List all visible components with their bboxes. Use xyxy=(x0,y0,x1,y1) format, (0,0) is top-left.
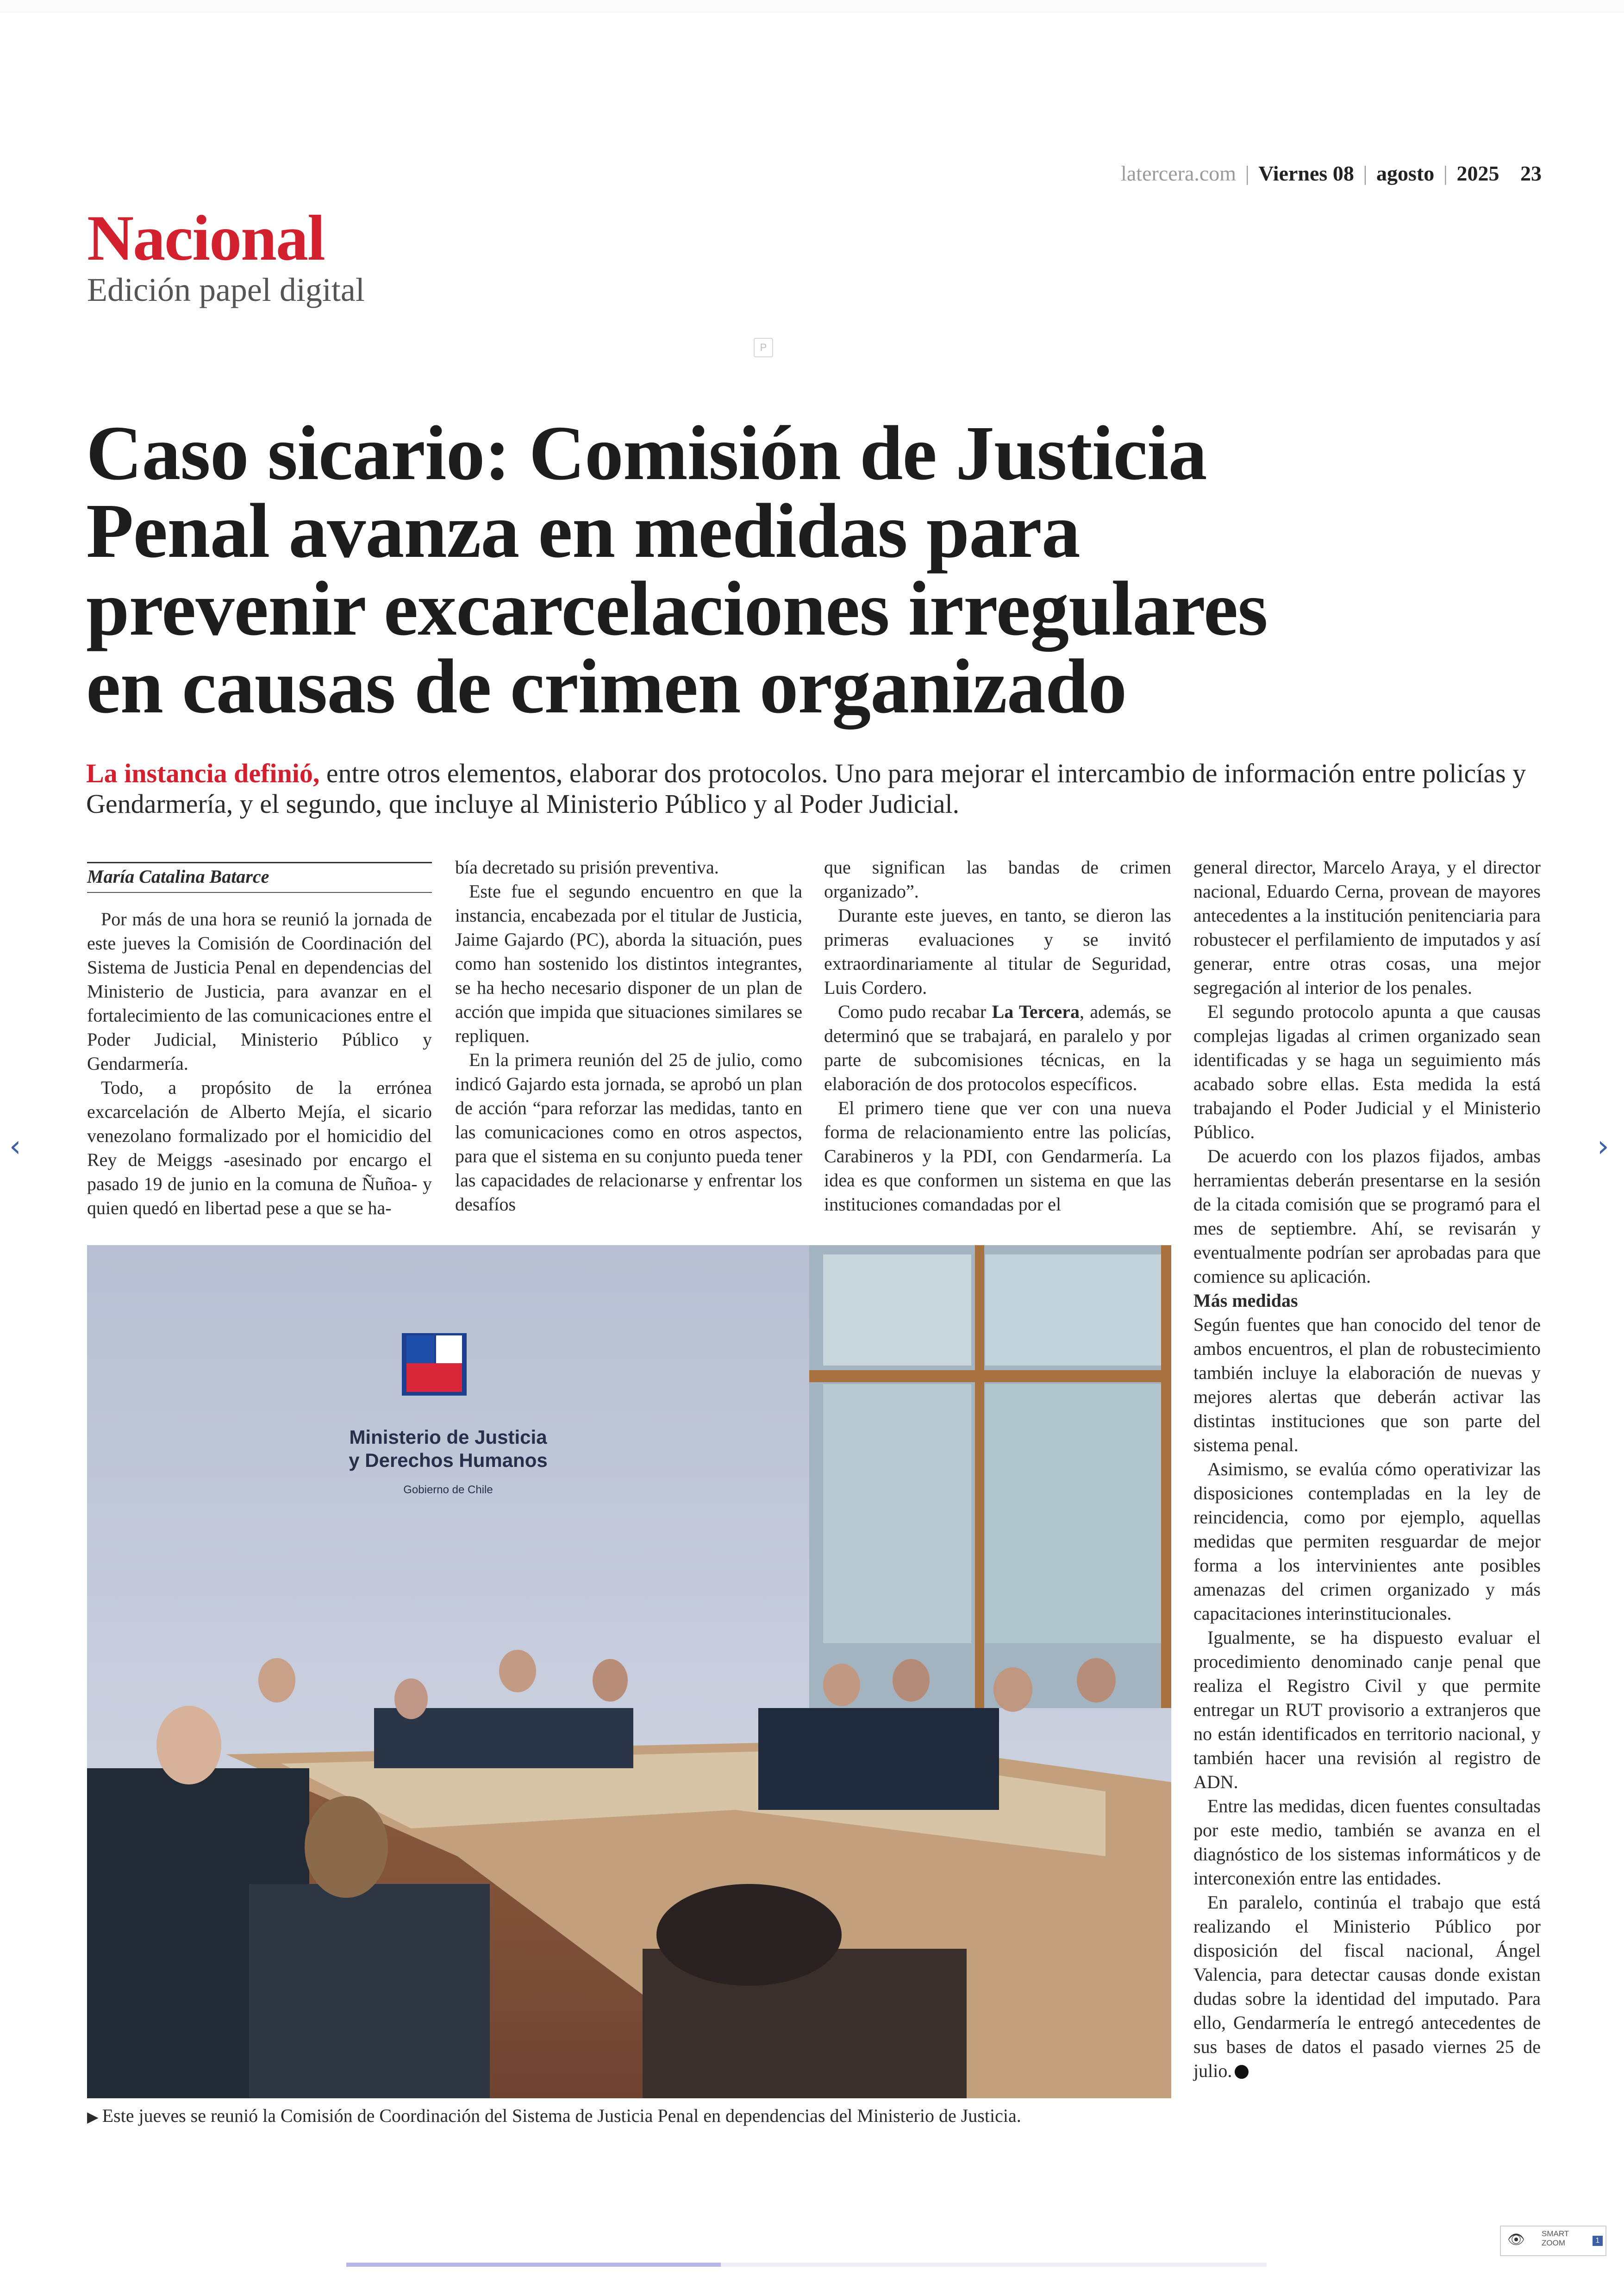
page-header-meta xyxy=(1121,161,1542,186)
meeting-photo-illustration xyxy=(87,1245,1171,2098)
reading-progress-fill xyxy=(346,2263,721,2267)
wall-subtitle: Gobierno de Chile xyxy=(403,1484,493,1496)
paragraph: El segundo protocolo apunta a que causas complejas ligadas al crimen organizado sean identificadas y se haga un seguimiento más acabado sobre ellas. Esta medida la está trabajando el Poder Judicial y el Ministerio Público. xyxy=(1193,1001,1541,1142)
paragraph: En la primera reunión del 25 de julio, como indicó Gajardo esta jornada, se aprobó un plan de acción “para reforzar las medidas, tanto en las comunicaciones como en otros aspectos, para que el sistema en su conjunto pueda tener las capacidades de relacionarse y enfrentar los desafíos xyxy=(455,1049,802,1215)
paragraph: bía decretado su prisión preventiva. xyxy=(455,857,719,878)
page-number: 23 xyxy=(1520,162,1542,185)
paragraph xyxy=(1193,1890,1541,2083)
wall-title-line: y Derechos Humanos xyxy=(349,1449,548,1471)
section-title: Nacional xyxy=(87,202,325,274)
caption-text: Este jueves se reunió la Comisión de Coordinación del Sistema de Justicia Penal en dependencias del Ministerio de Justicia. xyxy=(102,2105,1021,2126)
subheading: Más medidas xyxy=(1193,1290,1298,1311)
issue-year: 2025 xyxy=(1456,162,1499,185)
article-headline xyxy=(86,410,1503,730)
paragraph: Igualmente, se ha dispuesto evaluar el procedimiento denominado canje penal que realiza el Registro Civil y que permite entregar un RUT provisorio a extranjeros que no están identificados en territorio nacional, y también hacer una revisión al registro de ADN. xyxy=(1193,1627,1541,1792)
newspaper-name: La Tercera xyxy=(992,1001,1080,1022)
paragraph: Durante este jueves, en tanto, se dieron las primeras evaluaciones y se invitó extraordinariamente al titular de Seguridad, Luis Cordero. xyxy=(824,905,1171,998)
smart-zoom-button[interactable] xyxy=(1500,2226,1606,2256)
author-rule-top xyxy=(87,862,432,863)
headline-line: en causas de crimen organizado xyxy=(86,643,1127,730)
article-lead xyxy=(86,758,1558,819)
paragraph: Asimismo, se evalúa cómo operativizar las disposiciones contempladas en la ley de reincidencia, como por ejemplo, aquellas medidas que permiten resguardar de mejor forma a los intervinientes ante posibles amenazas del crimen organizado y más capacitaciones interinstitucionales. xyxy=(1193,1459,1541,1624)
separator: | xyxy=(1443,162,1448,185)
lead-text: entre otros elementos, elaborar dos protocolos. Uno para mejorar el intercambio de información entre policías y Gendarmería, y el segundo, que incluye al Ministerio Público y al Poder Judicial. xyxy=(86,758,1526,819)
separator: | xyxy=(1245,162,1249,185)
caption-triangle-icon: ▶ xyxy=(87,2108,99,2126)
next-page-arrow-icon[interactable]: › xyxy=(1597,1129,1609,1164)
separator: | xyxy=(1363,162,1368,185)
zoom-level-badge: 1 xyxy=(1593,2236,1603,2246)
article-column-4 xyxy=(1193,855,1541,2083)
paragraph: que significan las bandas de crimen organizado”. xyxy=(824,857,1171,902)
paragraph: Este fue el segundo encuentro en que la instancia, encabezada por el titular de Justicia, Jaime Gajardo (PC), aborda la situación, pues como han sostenido los distintos integrantes, se ha hecho necesario disponer de un plan de acción que impida que situaciones similares se repliquen. xyxy=(455,881,802,1046)
eye-icon: 👁 xyxy=(1507,2232,1525,2247)
paragraph: El primero tiene que ver con una nueva forma de relacionamiento entre las policías, Carabineros y la PDI, con Gendarmería. La idea es que conformen un sistema en que las instituciones comandadas por el xyxy=(824,1098,1171,1215)
lead-highlight: La instancia definió, xyxy=(86,758,320,788)
paragraph: Según fuentes que han conocido del tenor de ambos encuentros, el plan de robustecimiento también incluye la elaboración de nuevas y mejores alertas que deberán activar las distintas instituciones que son parte del sistema penal. xyxy=(1193,1314,1541,1455)
edition-label: Edición papel digital xyxy=(87,271,365,308)
wall-sign xyxy=(319,1426,578,1502)
viewer-top-strip xyxy=(0,0,1624,13)
paragraph: Entre las medidas, dicen fuentes consultadas por este medio, también se avanza en el diagnóstico de los sistemas informáticos y de interconexión entre las entidades. xyxy=(1193,1796,1541,1889)
article-photo[interactable] xyxy=(87,1245,1171,2098)
pico-icon[interactable]: P xyxy=(754,338,773,357)
paragraph xyxy=(824,1000,1171,1096)
zoom-label-line: SMART xyxy=(1542,2229,1569,2238)
previous-page-arrow-icon[interactable]: ‹ xyxy=(9,1129,21,1164)
wall-title-line: Ministerio de Justicia xyxy=(349,1426,547,1448)
byline: María Catalina Batarce xyxy=(87,866,269,887)
text-run: , además, se determinó que se trabajará, en paralelo y por parte de subcomisiones técnicas, en la elaboración de dos protocolos específicos. xyxy=(824,1001,1172,1094)
headline-line: Penal avanza en medidas para xyxy=(86,488,1080,574)
text-run: En paralelo, continúa el trabajo que está realizando el Ministerio Público por disposición del fiscal nacional, Ángel Valencia, para detectar causas donde existan dudas sobre la identidad del imputado. Para ello, Gendarmería le entregó antecedentes de sus bases de datos el pasado viernes 25 de julio. xyxy=(1193,1892,1541,2081)
issue-month: agosto xyxy=(1376,162,1435,185)
zoom-label-line: ZOOM xyxy=(1542,2239,1565,2247)
smart-zoom-label xyxy=(1542,2229,1579,2248)
paragraph: Todo, a propósito de la errónea excarcelación de Alberto Mejía, el sicario venezolano formalizado por el homicidio del Rey de Meiggs -asesinado por encargo el pasado 19 de junio en la comuna de Ñuñoa- y quien quedó en libertad pese a que se ha- xyxy=(87,1077,432,1218)
site-name[interactable]: latercera.com xyxy=(1121,162,1237,185)
photo-caption xyxy=(87,2105,1021,2127)
end-mark-icon xyxy=(1235,2065,1249,2079)
text-run: Como pudo recabar xyxy=(838,1001,992,1022)
headline-line: Caso sicario: Comisión de Justicia xyxy=(86,410,1207,496)
article-column-2 xyxy=(455,855,802,1216)
article-column-3 xyxy=(824,855,1171,1216)
headline-line: prevenir excarcelaciones irregulares xyxy=(86,566,1268,652)
paragraph: general director, Marcelo Araya, y el director nacional, Eduardo Cerna, provean de mayores antecedentes a la institución penitenciaria para robustecer el perfilamiento de imputados y así generar, entre otras cosas, una mejor segregación al interior de los penales. xyxy=(1193,857,1541,998)
author-rule-bottom xyxy=(87,892,432,893)
paragraph: De acuerdo con los plazos fijados, ambas herramientas deberán presentarse en la sesión de la citada comisión que se programó para el mes de septiembre. Ahí, se revisarán y eventualmente podrían ser aprobadas para que comience su aplicación. xyxy=(1193,1146,1541,1287)
paragraph: Por más de una hora se reunió la jornada de este jueves la Comisión de Coordinación del Sistema de Justicia Penal en dependencias del Ministerio de Justicia, para avanzar en el fortalecimiento de las comunicaciones entre el Poder Judicial, Ministerio Público y Gendarmería. xyxy=(87,909,432,1074)
issue-day: Viernes 08 xyxy=(1258,162,1354,185)
article-column-1 xyxy=(87,907,432,1220)
